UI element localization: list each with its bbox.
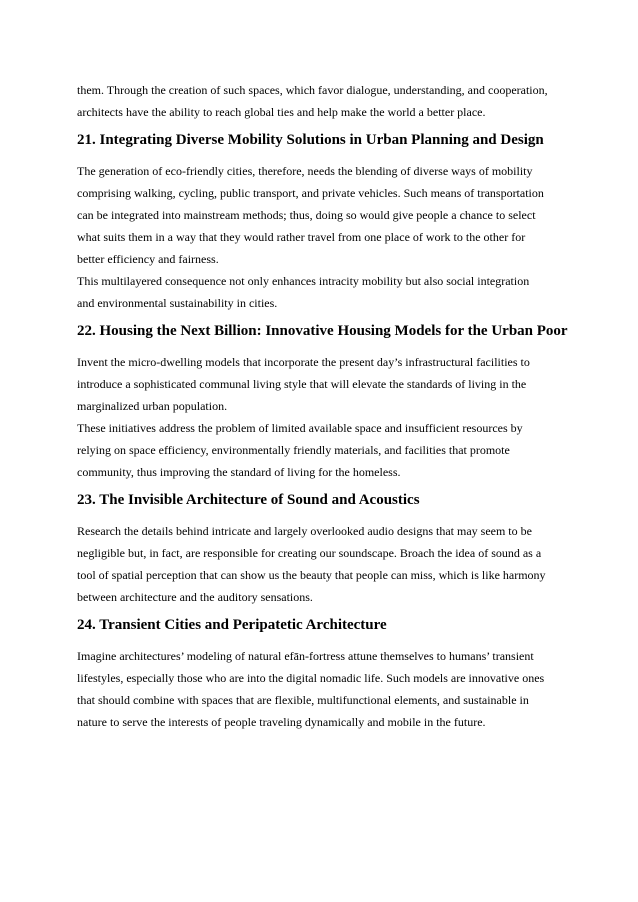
text-line: marginalized urban population.	[77, 399, 228, 413]
text-line: them. Through the creation of such spaces, which favor dialogue, understanding, and cooperation,	[77, 83, 548, 97]
text-line: can be integrated into mainstream methods; thus, doing so would give people a chance to select	[77, 208, 536, 222]
text-line: architects have the ability to reach global ties and help make the world a better place.	[77, 105, 486, 119]
section-23-paragraph-1	[77, 520, 569, 608]
text-line: introduce a sophisticated communal living style that will elevate the standards of living in the	[77, 377, 527, 391]
section-24-paragraph-1	[77, 645, 569, 733]
document-page	[77, 79, 569, 733]
section-21-paragraph-1	[77, 160, 569, 270]
text-line: This multilayered consequence not only enhances intracity mobility but also social integration	[77, 274, 530, 288]
text-line: relying on space efficiency, environmentally friendly materials, and facilities that promote	[77, 443, 510, 457]
text-line: between architecture and the auditory sensations.	[77, 590, 313, 604]
text-line: tool of spatial perception that can show us the beauty that people can miss, which is like harmony	[77, 568, 546, 582]
section-heading-24: 24. Transient Cities and Peripatetic Architecture	[77, 617, 387, 633]
text-line: Invent the micro-dwelling models that incorporate the present day’s infrastructural facilities to	[77, 355, 530, 369]
text-line: lifestyles, especially those who are into the digital nomadic life. Such models are innovative ones	[77, 671, 545, 685]
text-line: comprising walking, cycling, public transport, and private vehicles. Such means of transportation	[77, 186, 544, 200]
text-line: community, thus improving the standard of living for the homeless.	[77, 465, 401, 479]
section-22-paragraph-2	[77, 417, 569, 483]
section-22-paragraph-1	[77, 351, 569, 417]
section-21-paragraph-2	[77, 270, 569, 314]
text-line: negligible but, in fact, are responsible for creating our soundscape. Broach the idea of sound as a	[77, 546, 542, 560]
section-heading-23: 23. The Invisible Architecture of Sound and Acoustics	[77, 492, 420, 508]
text-line: Research the details behind intricate and largely overlooked audio designs that may seem to be	[77, 524, 532, 538]
section-heading-22: 22. Housing the Next Billion: Innovative Housing Models for the Urban Poor	[77, 323, 568, 339]
text-line: and environmental sustainability in cities.	[77, 296, 278, 310]
text-line: Imagine architectures’ modeling of natural efān-fortress attune themselves to humans’ transient	[77, 649, 534, 663]
text-line: better efficiency and fairness.	[77, 252, 219, 266]
text-line: These initiatives address the problem of limited available space and insufficient resources by	[77, 421, 523, 435]
text-line: nature to serve the interests of people traveling dynamically and mobile in the future.	[77, 715, 486, 729]
text-line: what suits them in a way that they would rather travel from one place of work to the other for	[77, 230, 526, 244]
text-line: The generation of eco-friendly cities, therefore, needs the blending of diverse ways of mobility	[77, 164, 533, 178]
section-heading-21: 21. Integrating Diverse Mobility Solutions in Urban Planning and Design	[77, 132, 544, 148]
text-line: that should combine with spaces that are flexible, multifunctional elements, and sustainable in	[77, 693, 529, 707]
intro-paragraph	[77, 79, 569, 123]
